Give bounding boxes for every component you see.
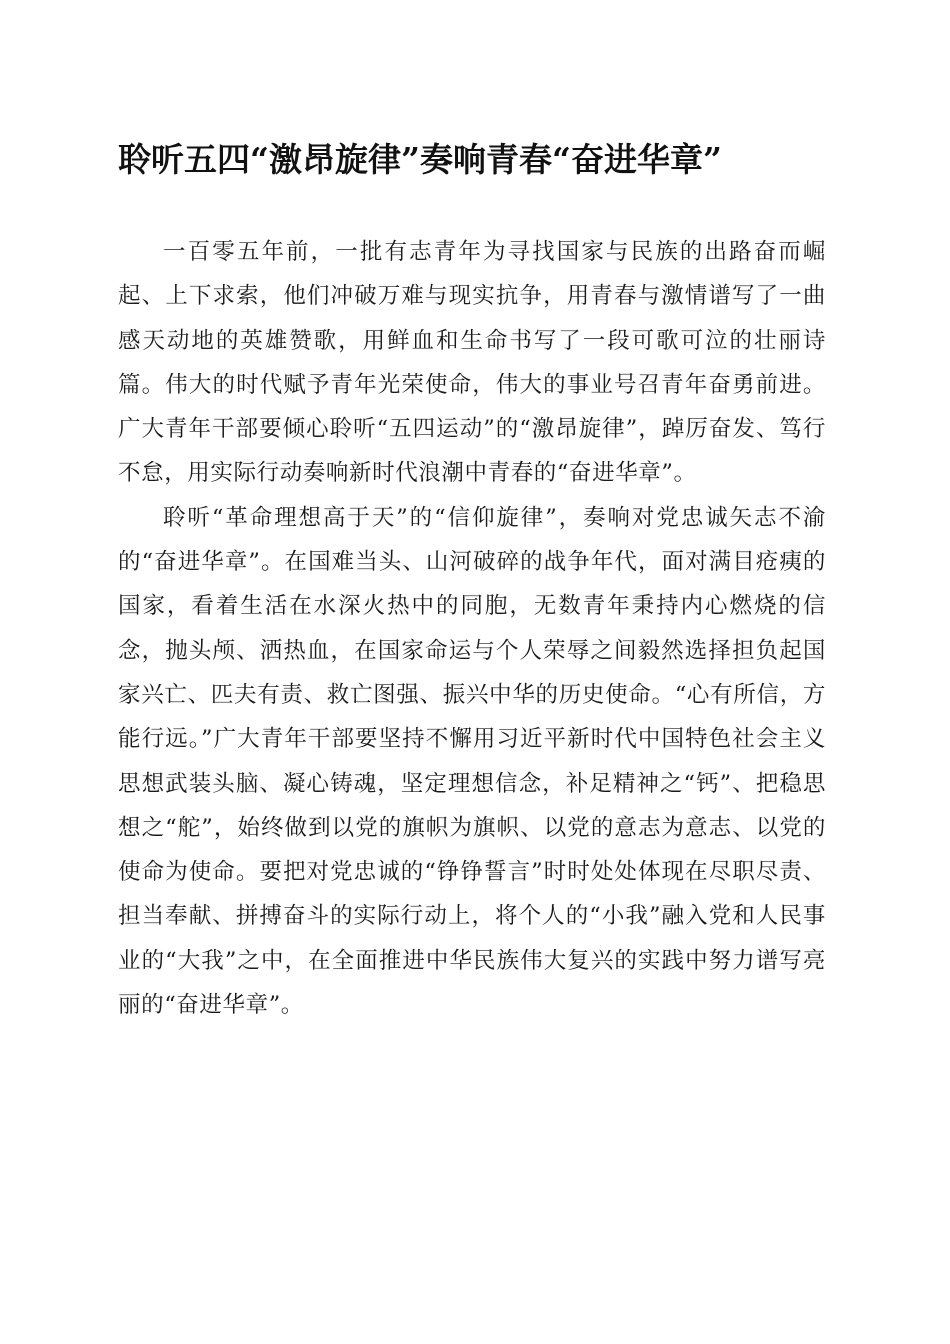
document-body: [118, 230, 826, 1027]
document-title: 聆听五四“激昂旋律”奏响青春“奋进华章”: [118, 140, 722, 179]
paragraph-1: 一百零五年前，一批有志青年为寻找国家与民族的出路奋而崛起、上下求索，他们冲破万难与现实抗争，用青春与激情谱写了一曲感天动地的英雄赞歌，用鲜血和生命书写了一段可歌可泣的壮丽诗篇。伟大的时代赋予青年光荣使命，伟大的事业号召青年奋勇前进。广大青年干部要倾心聆听“五四运动”的“激昂旋律”，踔厉奋发、笃行不怠，用实际行动奏响新时代浪潮中青春的“奋进华章”。: [118, 239, 826, 487]
paragraph-2: 聆听“革命理想高于天”的“信仰旋律”，奏响对党忠诚矢志不渝的“奋进华章”。在国难当头、山河破碎的战争年代，面对满目疮痍的国家，看着生活在水深火热中的同胞，无数青年秉持内心燃烧的信念，抛头颅、洒热血，在国家命运与个人荣辱之间毅然选择担负起国家兴亡、匹夫有责、救亡图强、振兴中华的历史使命。“心有所信，方能行远。”广大青年干部要坚持不懈用习近平新时代中国特色社会主义思想武装头脑、凝心铸魂，坚定理想信念，补足精神之“钙”、把稳思想之“舵”，始终做到以党的旗帜为旗帜、以党的意志为意志、以党的使命为使命。要把对党忠诚的“铮铮誓言”时时处处体现在尽职尽责、担当奉献、拼搏奋斗的实际行动上，将个人的“小我”融入党和人民事业的“大我”之中，在全面推进中华民族伟大复兴的实践中努力谱写亮丽的“奋进华章”。: [118, 504, 826, 1019]
